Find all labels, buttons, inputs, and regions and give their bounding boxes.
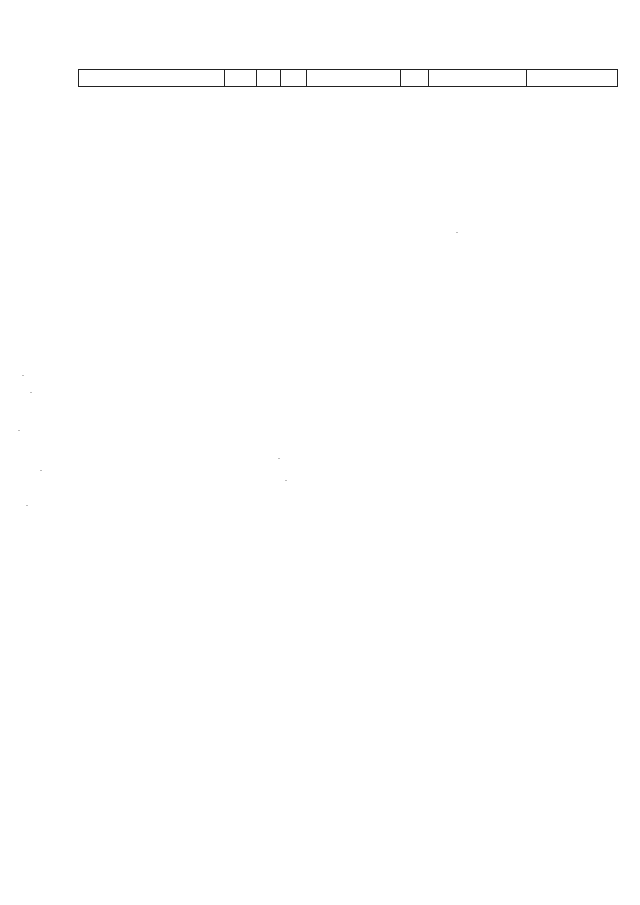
col-header-1 [79,70,225,86]
table-header [78,69,618,87]
col-header-2 [225,70,257,86]
col-header-7 [429,70,527,86]
col-header-8 [527,70,617,86]
col-header-4 [281,70,307,86]
col-header-3 [257,70,281,86]
col-header-6 [401,70,429,86]
col-header-5 [307,70,401,86]
